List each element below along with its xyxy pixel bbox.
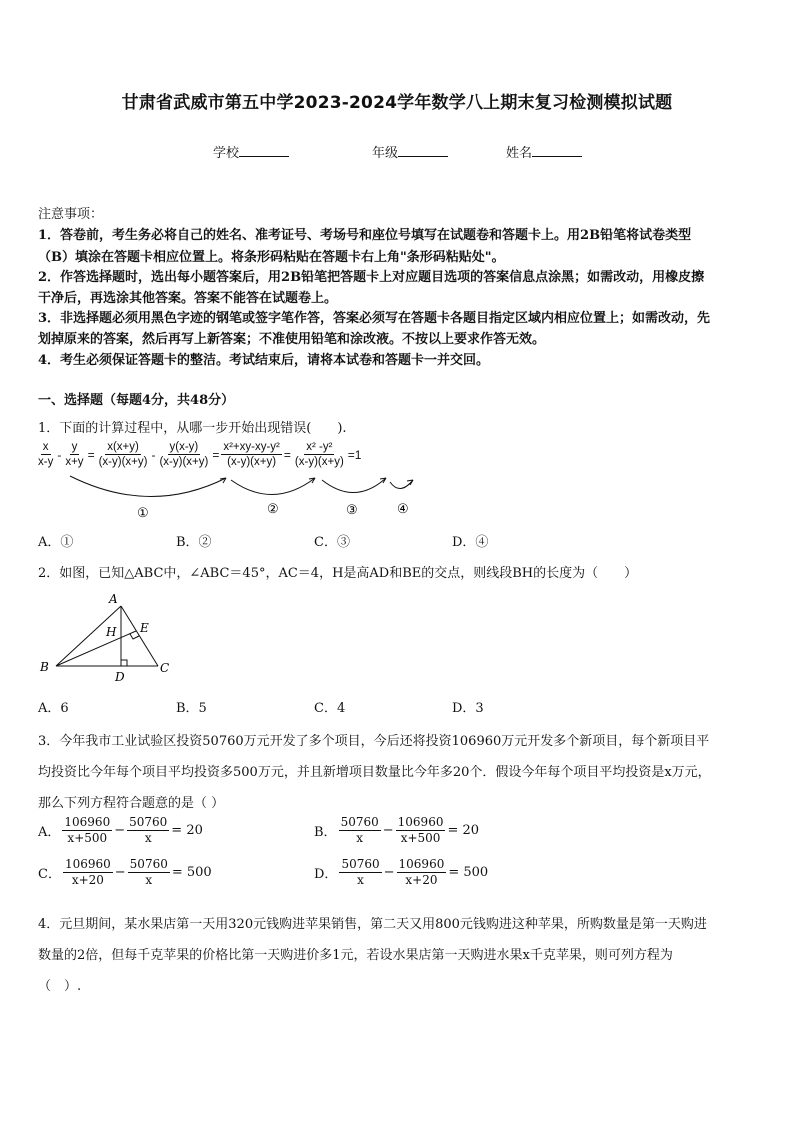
school-label: 学校 [213,146,240,161]
step-arrows-diagram [0,470,794,526]
altitude-be [56,631,136,666]
fraction: $\frac{\text{x² -y²}}{(x-y)(x+y)}$ [294,441,344,468]
option-b[interactable]: B．5 [176,701,207,716]
option-c[interactable]: C．③ [314,535,350,550]
right-angle-e [130,634,139,639]
note-line: （B）填涂在答题卡相应位置上。将条形码粘贴在答题卡右上角"条形码粘贴处"。 [38,250,505,265]
fraction: $\frac{\text{x²+xy-xy-y²}}{(x-y)(x+y)}$ [223,441,280,468]
school-blank[interactable] [239,144,289,157]
option-c[interactable]: C．4 [314,701,346,716]
option-d[interactable]: D．3 [452,701,484,716]
question-4-line: （ ）. [38,979,82,994]
label-c: C [160,661,170,675]
option-b[interactable]: B． $\frac{50760}{x}$ − $\frac{106960}{x+500}$ = 20 [314,815,480,845]
label-a: A [109,592,118,606]
school-field[interactable] [213,142,289,161]
name-field[interactable] [506,142,582,161]
page-title: 甘肃省武威市第五中学2023-2024学年数学八上期末复习检测模拟试题 [121,93,673,113]
option-a[interactable]: A．① [38,535,74,550]
label-b: B [40,660,49,674]
triangle-figure [36,588,186,686]
arrow-step-4 [390,480,413,489]
arrow-step-2 [231,478,315,495]
arrow-step-3 [322,478,386,493]
option-c[interactable]: C． $\frac{106960}{x+20}$ − $\frac{50760}{x}$ = 500 [38,857,212,887]
label-h: H [106,625,117,639]
step-label-1: ① [137,506,149,521]
right-angle-d [121,660,127,666]
note-line: 3．非选择题必须用黑色字迹的钢笔或签字笔作答，答案必须写在答题卡各题目指定区域内相应位置上；如需改动，先 [38,311,711,326]
step-label-3: ③ [346,503,358,518]
option-a[interactable]: A． $\frac{106960}{x+500}$ − $\frac{50760}{x}$ = 20 [38,815,203,845]
section-heading: 一、选择题（每题4分，共48分） [38,393,235,408]
question-3-line: 那么下列方程符合题意的是（ ） [38,796,225,811]
step-label-2: ② [267,502,279,517]
grade-field[interactable] [372,142,448,161]
side-ac [121,606,158,666]
question-1-equation: $\frac{x}{x-y}$ - $\frac{y}{x+y}$ = $\frac{x(x+y)}{(x-y)(x+y)}$ - $\frac{y(x-y)}{(x-y)(x+y)}$ = $\frac{\text{x²+xy-xy-y²}}{(x-y)(x+y)}$ = $\frac{\text{x² -y²}}{(x-y)(x+y)}$ =1 [38,441,362,468]
notes-heading: 注意事项： [38,207,104,222]
name-blank[interactable] [532,144,582,157]
option-d[interactable]: D．④ [452,535,489,550]
option-d[interactable]: D． $\frac{50760}{x}$ − $\frac{106960}{x+20}$ = 500 [314,857,489,887]
question-4-line: 数量的2倍，但每千克苹果的价格比第一天购进价多1元，若设水果店第一天购进水果x千克苹果，则可列方程为 [38,948,673,963]
fraction: $\frac{y}{x+y}$ [65,441,84,468]
fraction: $\frac{x(x+y)}{(x-y)(x+y)}$ [98,441,148,468]
question-3-line: 均投资比今年每个项目平均投资多500万元，并且新增项目数量比今年多20个．假设今年每个项目平均投资是x万元， [38,765,711,780]
question-1-stem: 1．下面的计算过程中，从哪一步开始出现错误( ). [38,421,347,436]
arrow-step-1 [70,476,226,497]
option-a[interactable]: A．6 [38,701,69,716]
label-d: D [115,670,125,684]
note-line: 4．考生必须保证答题卡的整洁。考试结束后，请将本试卷和答题卡一并交回。 [38,353,490,368]
question-4-line: 4．元旦期间，某水果店第一天用320元钱购进苹果销售，第二天又用800元钱购进这种苹果，所购数量是第一天购进 [38,917,707,932]
grade-label: 年级 [372,146,399,161]
question-3-line: 3．今年我市工业试验区投资50760万元开发了多个项目，今后还将投资106960万元开发多个新项目，每个新项目平 [38,734,710,749]
question-2-stem: 2．如图，已知△ABC中，∠ABC＝45°，AC＝4，H是高AD和BE的交点，则线段BH的长度为（ ） [38,566,638,581]
option-b[interactable]: B．② [176,535,212,550]
note-line: 2．作答选择题时，选出每小题答案后，用2B铅笔把答题卡上对应题目选项的答案信息点涂黑；如需改动，用橡皮擦 [38,270,705,285]
note-line: 干净后，再选涂其他答案。答案不能答在试题卷上。 [38,291,338,306]
note-line: 划掉原来的答案，然后再写上新答案；不准使用铅笔和涂改液。不按以上要求作答无效。 [38,332,546,347]
grade-blank[interactable] [398,144,448,157]
name-label: 姓名 [506,146,533,161]
label-e: E [140,621,149,635]
fraction: $\frac{x}{x-y}$ [38,441,54,468]
note-line: 1．答卷前，考生务必将自己的姓名、准考证号、考场号和座位号填写在试题卷和答题卡上。用2B铅笔将试卷类型 [38,228,692,243]
step-label-4: ④ [397,502,409,517]
fraction: $\frac{y(x-y)}{(x-y)(x+y)}$ [159,441,209,468]
